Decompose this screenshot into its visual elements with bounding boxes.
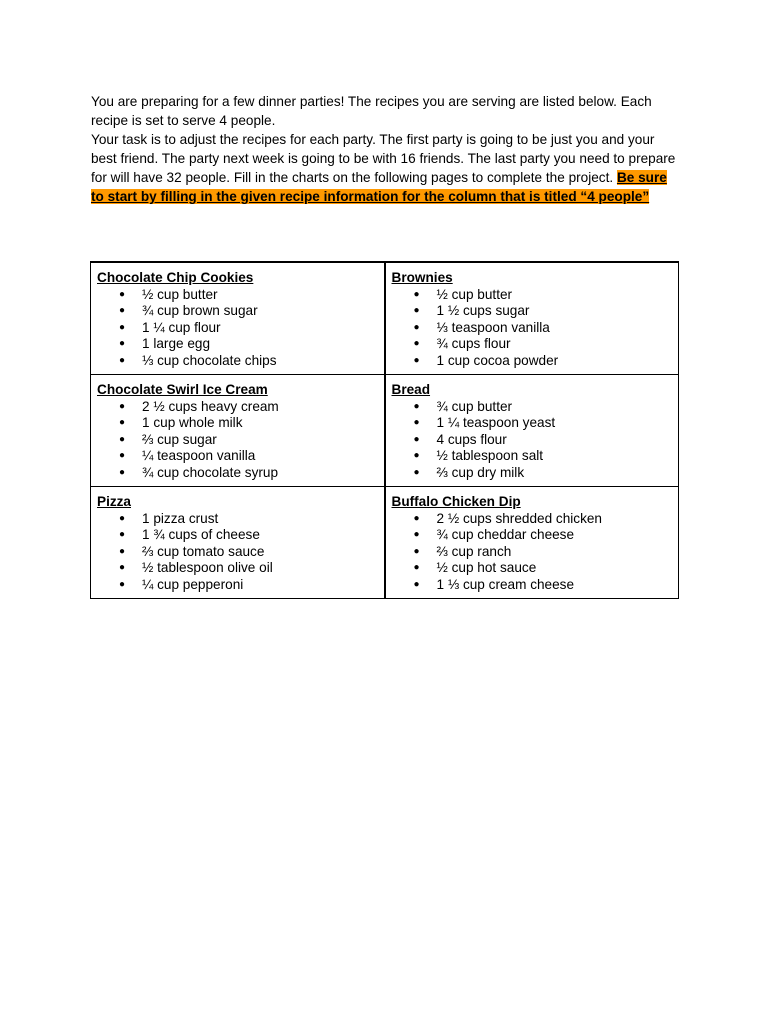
recipe-cell-buffalo-chicken-dip [385,487,679,599]
ingredient-item: ● ½ cup butter [97,287,378,304]
recipe-title: Buffalo Chicken Dip [391,494,521,509]
recipe-row [91,375,679,487]
recipe-row [91,487,679,599]
ingredient-list [97,511,378,594]
recipe-title: Brownies [391,270,453,285]
recipe-title: Chocolate Swirl Ice Cream [97,382,268,397]
ingredient-item: ● 1 pizza crust [97,511,378,528]
ingredient-item: ● 1 ½ cups sugar [392,303,673,320]
instructions [91,92,681,206]
ingredient-item: ● ⅔ cup tomato sauce [97,544,378,561]
ingredient-item: ● ½ cup hot sauce [392,560,673,577]
ingredient-item: ● ⅓ cup chocolate chips [97,353,378,370]
recipe-row [91,262,679,375]
recipe-cell-brownies [385,262,679,375]
recipe-cell-pizza [91,487,385,599]
ingredient-item: ● 1 ¼ cup flour [97,320,378,337]
recipe-title: Bread [391,382,431,397]
task-paragraph [91,130,681,206]
ingredient-item: ● ⅔ cup ranch [392,544,673,561]
ingredient-item: ● ¾ cup brown sugar [97,303,378,320]
ingredient-item: ● ⅔ cup sugar [97,432,378,449]
ingredient-item: ● ¼ cup pepperoni [97,577,378,594]
ingredient-item: ● 2 ½ cups heavy cream [97,399,378,416]
ingredient-list [392,511,673,594]
ingredient-item: ● ¾ cup cheddar cheese [392,527,673,544]
ingredient-item: ● ½ tablespoon salt [392,448,673,465]
recipe-title: Pizza [97,494,131,509]
ingredient-item: ● ¾ cup chocolate syrup [97,465,378,482]
ingredient-item: ● 2 ½ cups shredded chicken [392,511,673,528]
ingredient-item: ● 1 ¾ cups of cheese [97,527,378,544]
ingredient-item: ● ¾ cup butter [392,399,673,416]
ingredient-list [392,287,673,370]
ingredient-item: ● ¾ cups flour [392,336,673,353]
ingredient-list [97,399,378,482]
recipe-table [90,261,679,599]
highlighted-instruction: Be sure to start by filling in the given recipe information for the column that is titled “4 people” [91,170,667,204]
ingredient-item: ● ½ cup butter [392,287,673,304]
ingredient-item: ● 1 cup whole milk [97,415,378,432]
recipe-cell-chocolate-swirl-ice-cream [91,375,385,487]
ingredient-item: ● 1 ⅓ cup cream cheese [392,577,673,594]
task-text: Your task is to adjust the recipes for each party. The first party is going to be just you and your best friend. The party next week is going to be with 16 friends. The last party you need to prepare for will have 32 people. Fill in the charts on the following pages to complete the project. [91,132,676,185]
recipe-cell-bread [385,375,679,487]
ingredient-item: ● 4 cups flour [392,432,673,449]
recipe-cell-chocolate-chip-cookies [91,262,385,375]
ingredient-item: ● 1 cup cocoa powder [392,353,673,370]
ingredient-item: ● ⅔ cup dry milk [392,465,673,482]
ingredient-list [392,399,673,482]
recipe-title: Chocolate Chip Cookies [97,270,254,285]
ingredient-list [97,287,378,370]
ingredient-item: ● ⅓ teaspoon vanilla [392,320,673,337]
ingredient-item: ● 1 ¼ teaspoon yeast [392,415,673,432]
intro-paragraph: You are preparing for a few dinner parties! The recipes you are serving are listed below. Each recipe is set to serve 4 people. [91,94,652,128]
ingredient-item: ● ¼ teaspoon vanilla [97,448,378,465]
ingredient-item: ● 1 large egg [97,336,378,353]
ingredient-item: ● ½ tablespoon olive oil [97,560,378,577]
